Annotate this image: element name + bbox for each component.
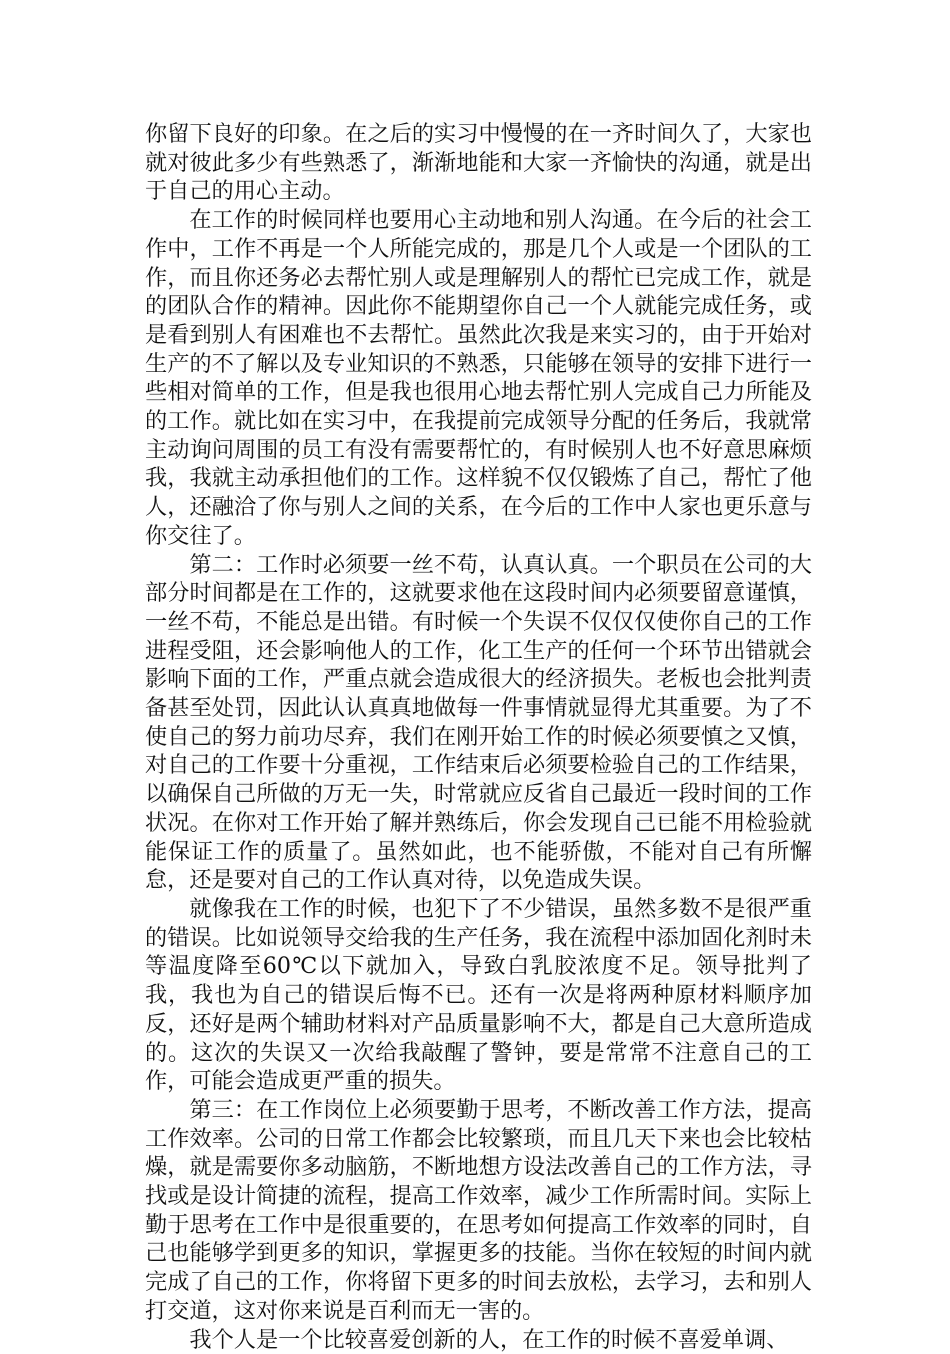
- paragraph-innovation: 我个人是一个比较喜爱创新的人，在工作的时候不喜爱单调、: [189, 1326, 789, 1353]
- paragraph-mistakes: 就像我在工作的时候，也犯下了不少错误，虽然多数不是很严重的错误。比如说领导交给我的生产任务，我在流程中添加固化剂时未等温度降至60℃以下就加入，导致白乳胶浓度不足。领导批判了我，我也为自己的错误后悔不已。还有一次是将两种原材料顺序加反，还好是两个辅助材料对产品质量影响不大，都是自己大意所造成的。这次的失误又一次给我敲醒了警钟，要是常常不注意自己的工作，可能会造成更严重的损失。: [145, 895, 812, 1095]
- document-page: [145, 120, 812, 1354]
- paragraph-continuation: 你留下良好的印象。在之后的实习中慢慢的在一齐时间久了，大家也就对彼此多少有些熟悉了，渐渐地能和大家一齐愉快的沟通，就是出于自己的用心主动。: [145, 121, 812, 205]
- paragraph-point-two: 第二：工作时必须要一丝不苟，认真认真。一个职员在公司的大部分时间都是在工作的，这就要求他在这段时间内必须要留意谨慎，一丝不苟，不能总是出错。有时候一个失误不仅仅仅使你自己的工作进程受阻，还会影响他人的工作，化工生产的任何一个环节出错就会影响下面的工作，严重点就会造成很大的经济损失。老板也会批判责备甚至处罚，因此认认真真地做每一件事情就显得尤其重要。为了不使自己的努力前功尽弃，我们在刚开始工作的时候必须要慎之又慎，对自己的工作要十分重视，工作结束后必须要检验自己的工作结果，以确保自己所做的万无一失，时常就应反省自己最近一段时间的工作状况。在你对工作开始了解并熟练后，你会发现自己已能不用检验就能保证工作的质量了。虽然如此，也不能骄傲，不能对自己有所懈怠，还是要对自己的工作认真对待，以免造成失误。: [145, 551, 812, 894]
- paragraph-communication: 在工作的时候同样也要用心主动地和别人沟通。在今后的社会工作中，工作不再是一个人所能完成的，那是几个人或是一个团队的工作，而且你还务必去帮忙别人或是理解别人的帮忙已完成工作，就是的团队合作的精神。因此你不能期望你自己一个人就能完成任务，或是看到别人有困难也不去帮忙。虽然此次我是来实习的，由于开始对生产的不了解以及专业知识的不熟悉，只能够在领导的安排下进行一些相对简单的工作，但是我也很用心地去帮忙别人完成自己力所能及的工作。就比如在实习中，在我提前完成领导分配的任务后，我就常主动询问周围的员工有没有需要帮忙的，有时候别人也不好意思麻烦我，我就主动承担他们的工作。这样貌不仅仅锻炼了自己，帮忙了他人，还融洽了你与别人之间的关系，在今后的工作中人家也更乐意与你交往了。: [145, 207, 812, 549]
- paragraph-point-three: 第三：在工作岗位上必须要勤于思考，不断改善工作方法，提高工作效率。公司的日常工作都会比较繁琐，而且几天下来也会比较枯燥，就是需要你多动脑筋，不断地想方设法改善自己的工作方法，寻找或是设计简捷的流程，提高工作效率，减少工作所需时间。实际上勤于思考在工作中是很重要的，在思考如何提高工作效率的同时，自己也能够学到更多的知识，掌握更多的技能。当你在较短的时间内就完成了自己的工作，你将留下更多的时间去放松，去学习，去和别人打交道，这对你来说是百利而无一害的。: [145, 1096, 812, 1324]
